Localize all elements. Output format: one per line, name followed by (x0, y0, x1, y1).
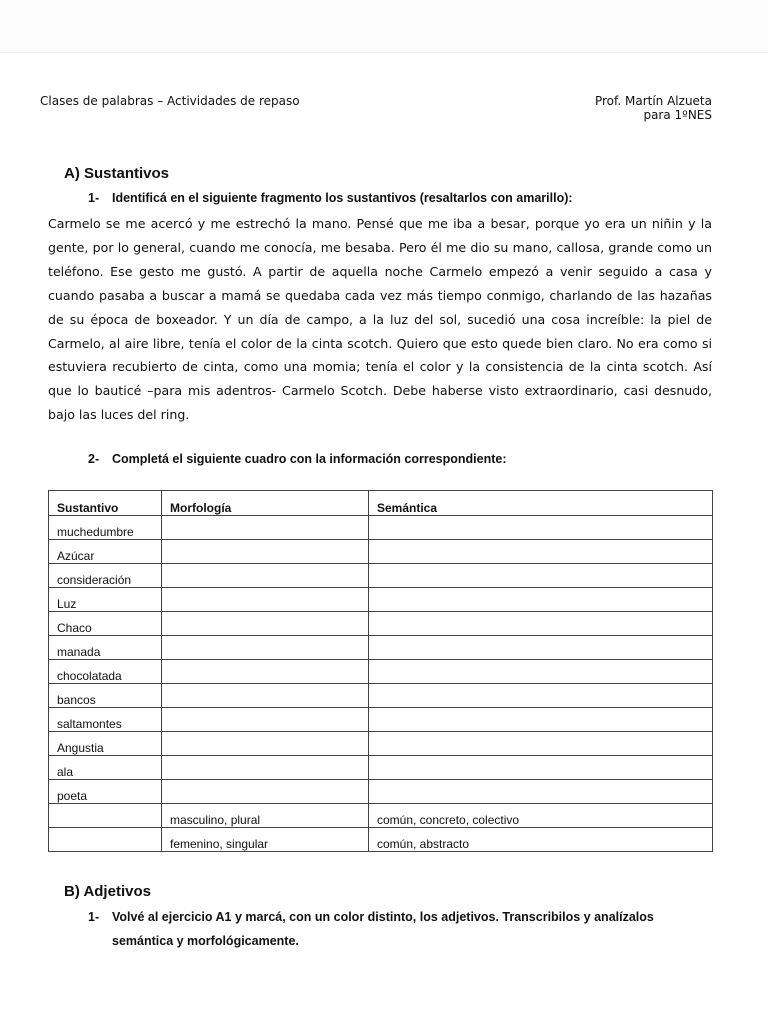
question-b1-text: Volvé al ejercicio A1 y marcá, con un color distinto, los adjetivos. Transcribilos y analízalos (112, 910, 654, 924)
section-a-title: A) Sustantivos (64, 165, 170, 182)
table-cell (369, 708, 713, 732)
column-header-morfologia: Morfología (162, 491, 369, 516)
table-cell (369, 756, 713, 780)
question-b1-number: 1- (88, 910, 100, 924)
table-cell (369, 636, 713, 660)
table-cell (162, 660, 369, 684)
table-cell (162, 588, 369, 612)
table-header-row (49, 491, 713, 516)
header-course-title: Clases de palabras – Actividades de repaso (40, 94, 300, 108)
header-class-group: para 1ºNES (643, 108, 712, 122)
table-cell: Luz (49, 588, 162, 612)
table-row (49, 684, 713, 708)
table-cell (369, 684, 713, 708)
table-cell: muchedumbre (49, 516, 162, 540)
question-b1 (88, 910, 718, 948)
table-cell (369, 780, 713, 804)
table-cell: Azúcar (49, 540, 162, 564)
table-row (49, 588, 713, 612)
table-cell (162, 732, 369, 756)
table-row (49, 636, 713, 660)
table-row (49, 540, 713, 564)
table-row (49, 780, 713, 804)
table-row (49, 516, 713, 540)
table-cell (162, 780, 369, 804)
column-header-semantica: Semántica (369, 491, 713, 516)
question-a2-text: Completá el siguiente cuadro con la información correspondiente: (112, 452, 507, 466)
table-cell: masculino, plural (162, 804, 369, 828)
table-cell: Angustia (49, 732, 162, 756)
question-b1-text-cont: semántica y morfológicamente. (112, 934, 299, 948)
table-cell (369, 660, 713, 684)
table-cell (162, 564, 369, 588)
table-cell (162, 636, 369, 660)
table-cell (369, 588, 713, 612)
table-cell: bancos (49, 684, 162, 708)
table-cell (49, 828, 162, 852)
table-row (49, 732, 713, 756)
table-row (49, 828, 713, 852)
page-top-band (0, 0, 768, 53)
table-cell: Chaco (49, 612, 162, 636)
question-a2 (88, 452, 718, 466)
table-row (49, 612, 713, 636)
table-cell: poeta (49, 780, 162, 804)
table-row (49, 708, 713, 732)
table-cell: común, concreto, colectivo (369, 804, 713, 828)
table-cell: ala (49, 756, 162, 780)
table-cell (369, 564, 713, 588)
question-a1-number: 1- (88, 191, 100, 205)
table-cell (369, 612, 713, 636)
table-cell (49, 804, 162, 828)
table-cell (162, 684, 369, 708)
nouns-table (48, 490, 713, 852)
table-row (49, 660, 713, 684)
table-row (49, 756, 713, 780)
question-a2-number: 2- (88, 452, 100, 466)
column-header-sustantivo: Sustantivo (49, 491, 162, 516)
table-cell: chocolatada (49, 660, 162, 684)
header-teacher-name: Prof. Martín Alzueta (594, 94, 712, 108)
question-a1 (88, 191, 718, 205)
question-a1-text: Identificá en el siguiente fragmento los sustantivos (resaltarlos con amarillo): (112, 191, 573, 205)
table-cell (369, 540, 713, 564)
section-b-title: B) Adjetivos (64, 883, 151, 900)
table-cell: consideración (49, 564, 162, 588)
table-cell (162, 540, 369, 564)
table-cell: saltamontes (49, 708, 162, 732)
table-cell (162, 756, 369, 780)
table-cell (369, 516, 713, 540)
table-cell: femenino, singular (162, 828, 369, 852)
table-cell: común, abstracto (369, 828, 713, 852)
table-row (49, 804, 713, 828)
table-cell: manada (49, 636, 162, 660)
table-cell (162, 708, 369, 732)
table-row (49, 564, 713, 588)
table-cell (369, 732, 713, 756)
table-cell (162, 516, 369, 540)
text-fragment: Carmelo se me acercó y me estrechó la mano. Pensé que me iba a besar, porque yo era un niñin y la gente, por lo general, cuando me conocía, me besaba. Pero él me dio su mano, callosa, grande como un teléfono. Ese gesto me gustó. A partir de aquella noche Carmelo empezó a venir seguido a casa y cuando pasaba a buscar a mamá se quedaba cada vez más tiempo conmigo, charlando de las hazañas de su época de boxeador. Y un día de campo, a la luz del sol, sucedió una cosa increíble: la piel de Carmelo, al aire libre, tenía el color de la cinta scotch. Quiero que esto quede bien claro. No era como si estuviera recubierto de cinta, como una momia; tenía el color y la consistencia de la cinta scotch. Así que lo bauticé –para mis adentros- Carmelo Scotch. Debe haberse visto extraordinario, casi desnudo, bajo las luces del ring. (48, 216, 712, 423)
header-teacher (595, 94, 712, 122)
table-cell (162, 612, 369, 636)
